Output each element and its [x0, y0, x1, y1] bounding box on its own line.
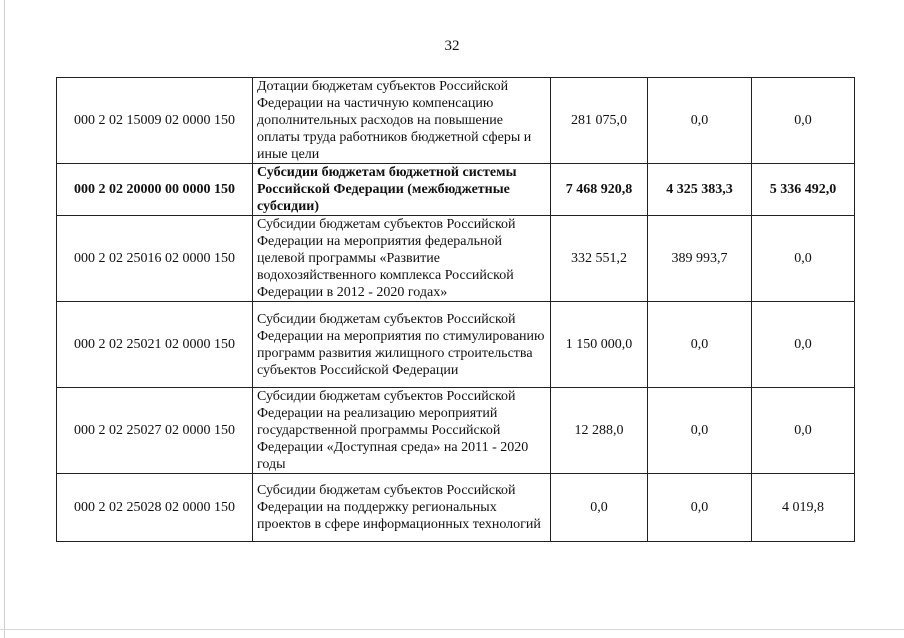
table-row-subtotal — [57, 164, 855, 216]
budget-name-cell: Субсидии бюджетам субъектов Российской Федерации на реализацию мероприятий государственной программы Российской Федерации «Доступная среда» на 2011 - 2020 годы — [253, 388, 551, 474]
amount-cell-2: 0,0 — [648, 302, 752, 388]
budget-code-cell: 000 2 02 15009 02 0000 150 — [57, 78, 253, 164]
amount-cell-1: 332 551,2 — [551, 216, 648, 302]
amount-cell-3: 4 019,8 — [752, 474, 855, 542]
scan-edge-line — [4, 0, 5, 638]
budget-name-cell: Субсидии бюджетам бюджетной системы Российской Федерации (межбюджетные субсидии) — [253, 164, 551, 216]
amount-cell-1: 281 075,0 — [551, 78, 648, 164]
budget-name-cell: Субсидии бюджетам субъектов Российской Федерации на мероприятия по стимулированию программ развития жилищного строительства субъектов Российской Федерации — [253, 302, 551, 388]
budget-code-cell: 000 2 02 25028 02 0000 150 — [57, 474, 253, 542]
budget-code-cell: 000 2 02 25021 02 0000 150 — [57, 302, 253, 388]
budget-code-cell: 000 2 02 25016 02 0000 150 — [57, 216, 253, 302]
amount-cell-3: 0,0 — [752, 388, 855, 474]
budget-code-cell: 000 2 02 20000 00 0000 150 — [57, 164, 253, 216]
scan-bottom-line — [0, 629, 904, 630]
table-row — [57, 302, 855, 388]
budget-table — [56, 77, 855, 542]
amount-cell-3: 5 336 492,0 — [752, 164, 855, 216]
amount-cell-1: 7 468 920,8 — [551, 164, 648, 216]
budget-code-cell: 000 2 02 25027 02 0000 150 — [57, 388, 253, 474]
amount-cell-1: 12 288,0 — [551, 388, 648, 474]
page-number: 32 — [444, 38, 460, 54]
table-row — [57, 474, 855, 542]
amount-cell-3: 0,0 — [752, 216, 855, 302]
amount-cell-2: 0,0 — [648, 78, 752, 164]
amount-cell-2: 389 993,7 — [648, 216, 752, 302]
amount-cell-2: 0,0 — [648, 474, 752, 542]
budget-name-cell: Субсидии бюджетам субъектов Российской Федерации на поддержку региональных проектов в сфере информационных технологий — [253, 474, 551, 542]
amount-cell-1: 0,0 — [551, 474, 648, 542]
budget-name-cell: Дотации бюджетам субъектов Российской Федерации на частичную компенсацию дополнительных расходов на повышение оплаты труда работников бюджетной сферы и иные цели — [253, 78, 551, 164]
amount-cell-2: 0,0 — [648, 388, 752, 474]
amount-cell-1: 1 150 000,0 — [551, 302, 648, 388]
amount-cell-2: 4 325 383,3 — [648, 164, 752, 216]
budget-name-cell: Субсидии бюджетам субъектов Российской Федерации на мероприятия федеральной целевой программы «Развитие водохозяйственного комплекса Российской Федерации в 2012 - 2020 годах» — [253, 216, 551, 302]
table-row — [57, 388, 855, 474]
amount-cell-3: 0,0 — [752, 302, 855, 388]
table-row — [57, 78, 855, 164]
amount-cell-3: 0,0 — [752, 78, 855, 164]
table-row — [57, 216, 855, 302]
